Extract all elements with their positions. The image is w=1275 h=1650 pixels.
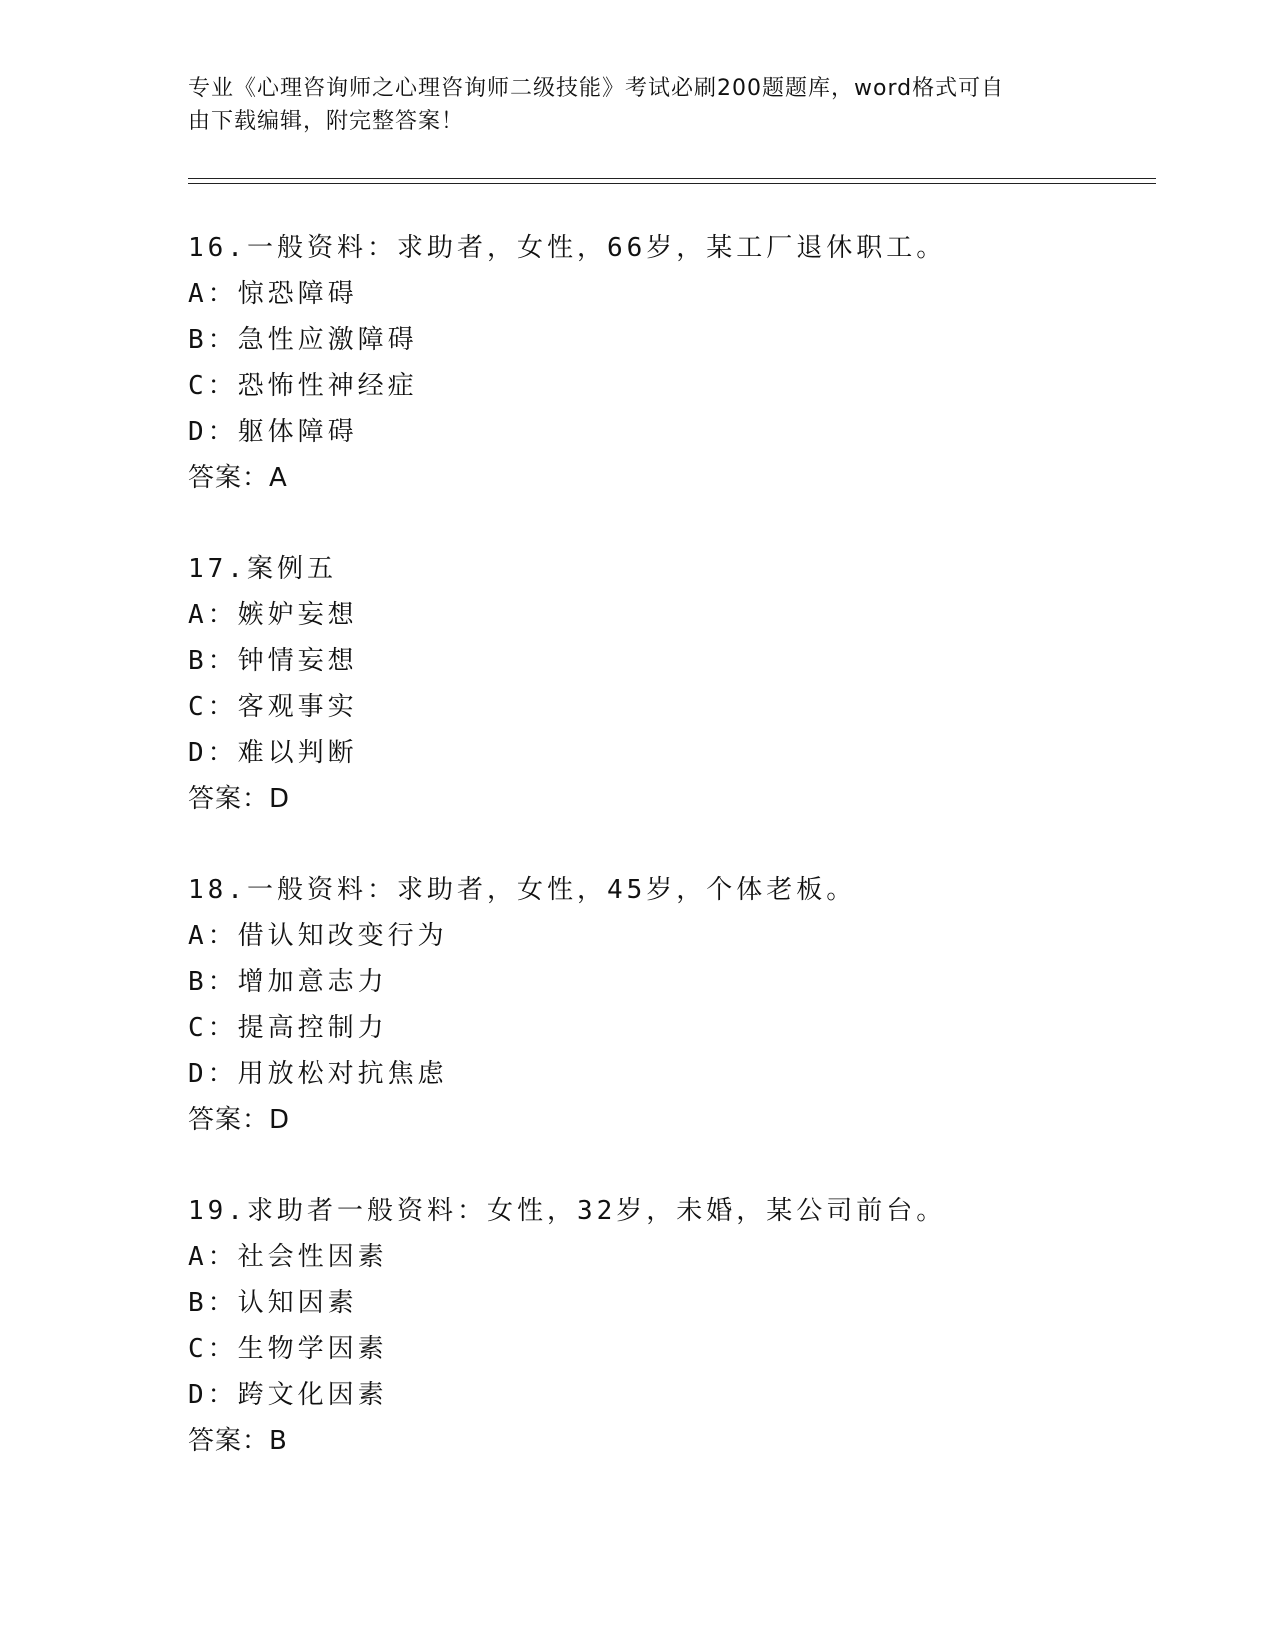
header-line-1: 专业《心理咨询师之心理咨询师二级技能》考试必刷200题题库，word格式可自 [188, 76, 1005, 101]
option-b: B：急性应激障碍 [188, 325, 418, 355]
question-stem: 16.一般资料：求助者，女性，66岁，某工厂退休职工。 [188, 233, 947, 263]
option-c: C：恐怖性神经症 [188, 371, 418, 401]
question-stem: 19.求助者一般资料：女性，32岁，未婚，某公司前台。 [188, 1196, 947, 1226]
question-stem: 17.案例五 [188, 554, 337, 584]
option-d: D：跨文化因素 [188, 1380, 388, 1410]
option-c: C：提高控制力 [188, 1013, 388, 1043]
option-b: B：钟情妄想 [188, 646, 358, 676]
question-16 [188, 225, 1148, 501]
header-line-2: 由下载编辑，附完整答案！ [188, 109, 465, 134]
answer: 答案：A [188, 463, 288, 493]
answer: 答案：D [188, 784, 291, 814]
option-a: A：借认知改变行为 [188, 921, 448, 951]
option-d: D：难以判断 [188, 738, 358, 768]
option-c: C：客观事实 [188, 692, 358, 722]
option-b: B：认知因素 [188, 1288, 358, 1318]
header-divider-top [188, 178, 1156, 179]
question-stem: 18.一般资料：求助者，女性，45岁，个体老板。 [188, 875, 857, 905]
question-17 [188, 546, 1148, 822]
option-a: A：惊恐障碍 [188, 279, 358, 309]
option-a: A：社会性因素 [188, 1242, 388, 1272]
option-d: D：用放松对抗焦虑 [188, 1059, 448, 1089]
header-divider-bottom [188, 183, 1156, 184]
option-a: A：嫉妒妄想 [188, 600, 358, 630]
option-b: B：增加意志力 [188, 967, 388, 997]
answer: 答案：D [188, 1105, 291, 1135]
document-header [188, 72, 1068, 138]
question-19 [188, 1188, 1148, 1464]
question-18 [188, 867, 1148, 1143]
answer: 答案：B [188, 1426, 288, 1456]
option-d: D：躯体障碍 [188, 417, 358, 447]
option-c: C：生物学因素 [188, 1334, 388, 1364]
